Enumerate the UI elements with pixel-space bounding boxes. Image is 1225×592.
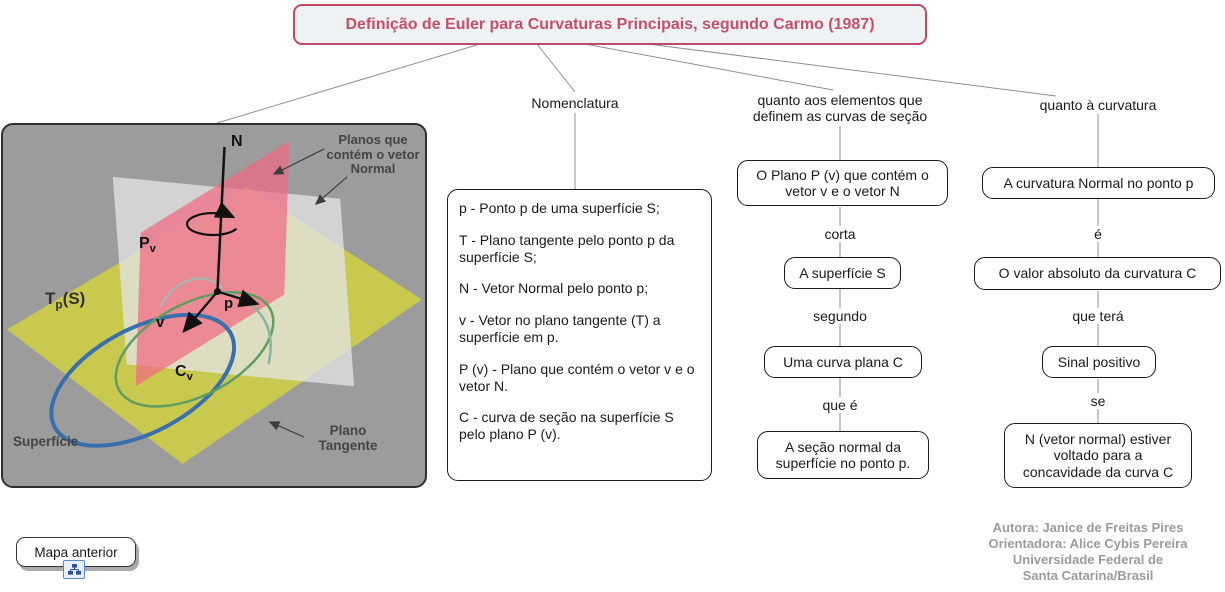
label-p: p: [224, 295, 234, 312]
link-que-tera: que terá: [1068, 308, 1127, 324]
node-curvatura-normal: A curvatura Normal no ponto p: [982, 167, 1215, 199]
header-nomenclatura: Nomenclatura: [508, 95, 642, 111]
label-Cv: $C_v$: [175, 363, 193, 384]
credit-line: Orientadora: Alice Cybis Pereira: [988, 536, 1188, 551]
annotation-plano-tangente: Plano Tangente: [318, 423, 378, 453]
node-secao-normal: A seção normal da superfície no ponto p.: [757, 431, 929, 479]
previous-map-button[interactable]: Mapa anterior: [16, 537, 136, 567]
credit-line: Universidade Federal de: [1012, 552, 1164, 567]
page-title: Definição de Euler para Curvaturas Principais, segundo Carmo (1987): [293, 4, 927, 45]
label-Pv: $P_v$: [139, 235, 156, 256]
node-valor-absoluto: O valor absoluto da curvatura C: [974, 257, 1221, 290]
label-v: v: [156, 314, 165, 331]
surface-illustration: [1, 123, 427, 488]
node-sinal-positivo: Sinal positivo: [1042, 346, 1156, 378]
node-vetor-normal-concavidade: N (vetor normal) estiver voltado para a concavidade da curva C: [1004, 423, 1192, 488]
credit-line: Autora: Janice de Freitas Pires: [992, 520, 1184, 535]
label-TpS: $T_p(S)$: [45, 289, 86, 312]
annotation-superficie: Superfície: [13, 434, 79, 449]
link-se: se: [1087, 393, 1110, 409]
node-curva-plana: Uma curva plana C: [764, 346, 922, 378]
concept-map-link-icon[interactable]: [63, 560, 85, 579]
header-curvatura: quanto à curvatura: [1021, 97, 1175, 113]
nomenclatura-item: P (v) - Plano que contém o vetor v e o vetor N.: [459, 360, 695, 394]
annotation-planos: Planos que contém o vetor Normal: [326, 132, 420, 176]
link-e: é: [1090, 226, 1106, 242]
node-superficie-s: A superfície S: [784, 257, 901, 289]
nomenclatura-box: [447, 189, 712, 481]
credits: [952, 520, 1224, 584]
node-plano-pv: O Plano P (v) que contém o vetor v e o vetor N: [737, 160, 948, 206]
label-N: N: [231, 133, 243, 150]
link-que-e: que é: [818, 397, 861, 413]
header-secao: quanto aos elementos que definem as curvas de seção: [738, 92, 942, 124]
link-corta: corta: [820, 226, 859, 242]
credit-line: Santa Catarina/Brasil: [1022, 568, 1154, 583]
nomenclatura-item: C - curva de seção na superfície S pelo plano P (v).: [459, 409, 674, 443]
nomenclatura-item: T - Plano tangente pelo ponto p da superfície S;: [459, 231, 675, 265]
nomenclatura-item: v - Vetor no plano tangente (T) a superfície em p.: [459, 312, 661, 345]
nomenclatura-item: p - Ponto p de uma superfície S;: [459, 200, 660, 216]
nomenclatura-item: N - Vetor Normal pelo ponto p;: [459, 280, 649, 297]
annotation-arrow-tangent-plane: [270, 422, 304, 437]
link-segundo: segundo: [809, 308, 871, 324]
